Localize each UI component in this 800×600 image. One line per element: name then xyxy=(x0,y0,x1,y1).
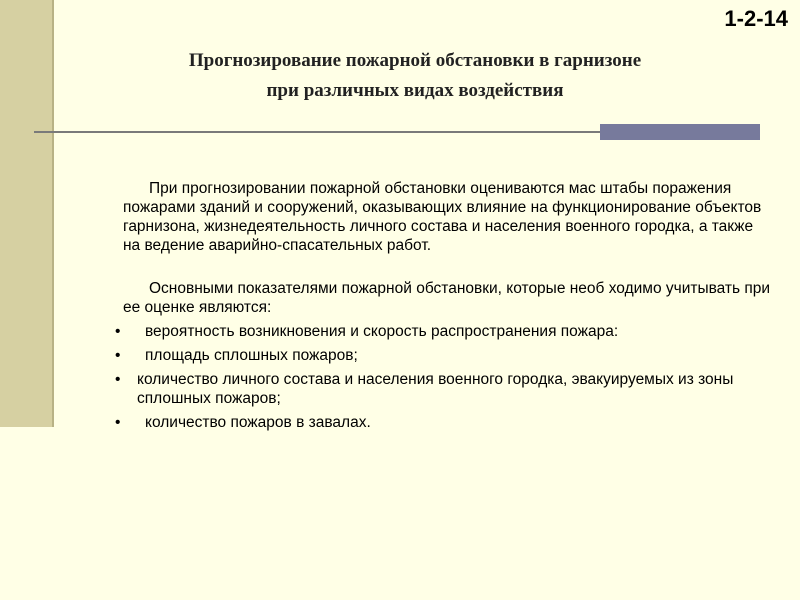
slide-number: 1-2-14 xyxy=(724,6,788,31)
list-item xyxy=(115,413,773,432)
bullet-icon: • xyxy=(115,323,121,340)
slide-body xyxy=(115,179,773,432)
title-line-1: Прогнозирование пожарной обстановки в гарнизоне xyxy=(188,50,642,71)
title-divider-line xyxy=(34,131,600,133)
list-item-text: вероятность возникновения и скорость распространения пожара: xyxy=(145,323,619,340)
list-item-text: площадь сплошных пожаров; xyxy=(145,347,358,364)
slide-title xyxy=(90,46,740,106)
indicators-list xyxy=(115,322,773,432)
indicators-paragraph: Основными показателями пожарной обстановки, которые необ ходимо учитывать при ее оценке являются: xyxy=(123,280,771,316)
intro-paragraph: При прогнозировании пожарной обстановки оцениваются мас штабы поражения пожарами зданий и сооружений, оказывающих влияние на функционирование объектов гарнизона, жизнедеятельность личного состава и населения военного городка, а также на ведение аварийно-спасательных работ. xyxy=(123,180,762,254)
bullet-icon: • xyxy=(115,347,121,364)
list-item xyxy=(115,322,773,341)
title-line-2: при различных видах воздействия xyxy=(266,80,564,101)
list-item xyxy=(115,346,773,365)
title-accent-bar xyxy=(600,124,760,140)
list-item xyxy=(115,370,773,408)
list-item-text: количество личного состава и населения военного городка, эвакуируемых из зоны сплошных пожаров; xyxy=(137,371,734,407)
bullet-icon: • xyxy=(115,414,121,431)
list-item-text: количество пожаров в завалах. xyxy=(145,414,371,431)
bullet-icon: • xyxy=(115,371,121,388)
side-decorative-band xyxy=(0,0,54,427)
